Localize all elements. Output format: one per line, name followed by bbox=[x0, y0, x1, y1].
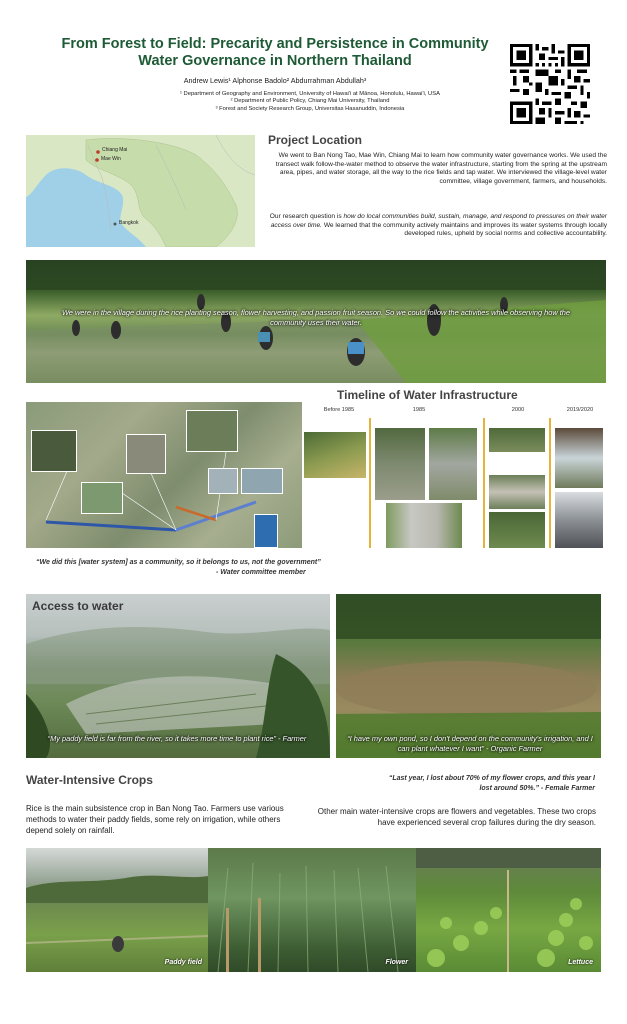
infra-photo-pipe bbox=[126, 434, 166, 474]
authors: Andrew Lewis¹ Alphonse Badolo² Abdurrahman Abdullah³ bbox=[183, 76, 367, 85]
qr-code[interactable] bbox=[510, 44, 590, 124]
access-heading: Access to water bbox=[32, 599, 124, 613]
banner-caption: We were in the village during the rice planting season, flower harvesting, and passion fruit season. So we could follow the activities while observing how the community uses their water. bbox=[61, 308, 571, 327]
timeline-photo-bamboo bbox=[304, 432, 366, 478]
title-line-2: Water Governance in Northern Thailand bbox=[138, 53, 412, 69]
timeline-divider-3 bbox=[549, 418, 551, 548]
map-label-bangkok: Bangkok bbox=[119, 220, 139, 226]
timeline-quote-text: “We did this [water system] as a community, so it belongs to us, not the government” bbox=[36, 559, 321, 566]
crops-right-body: Other main water-intensive crops are flowers and vegetables. These two crops have experienced several crop failures during the dry season. bbox=[317, 807, 596, 827]
infra-photo-building bbox=[186, 410, 238, 452]
poster-title bbox=[40, 36, 510, 70]
timeline-photo-1985-b bbox=[429, 428, 477, 500]
infra-photo-house bbox=[208, 468, 238, 494]
timeline-divider-2 bbox=[483, 418, 485, 548]
project-location-para-2 bbox=[262, 213, 607, 239]
infra-photo-spring bbox=[31, 430, 77, 472]
project-location-para-1: We went to Ban Nong Tao, Mae Win, Chiang Mai to learn how community water governance works. We used the transect walk follow-the-water method to observe the water infrastructure, starting from the spring at the upstream area, pipes, and water storage, all the way to the rice fields and tap water. We interviewed the village-level water committee, village government, farmers, and households. bbox=[275, 152, 607, 185]
crops-quote: “Last year, I lost about 70% of my flower crops, and this year I lost around 50%.” - Female Farmer bbox=[388, 775, 595, 792]
timeline-quote bbox=[36, 558, 366, 578]
timeline-photo-2000-c bbox=[489, 512, 545, 548]
timeline-label-2019-2020: 2019/2020 bbox=[566, 407, 594, 413]
crops-left-body: Rice is the main subsistence crop in Ban Nong Tao. Farmers use various methods to water their paddy fields, some rely on irrigation, while others depend solely on rainfall. bbox=[26, 804, 284, 835]
caption-flower: Flower bbox=[385, 959, 408, 966]
timeline-label-2000: 2000 bbox=[511, 407, 525, 413]
timeline-photo-2000-a bbox=[489, 428, 545, 452]
affiliation-3: ³ Forest and Society Research Group, Universitas Hasanuddin, Indonesia bbox=[215, 105, 405, 112]
research-question: how do local communities build, sustain, manage, and respond to pressures on their water access over time. bbox=[270, 213, 607, 229]
access-right-quote: “I have my own pond, so I don't depend on the community's irrigation, and I can plant whatever I want” - Organic Farmer bbox=[347, 734, 593, 753]
timeline-photo-2019-a bbox=[555, 428, 603, 488]
map-label-mae-win: Mae Win bbox=[101, 156, 121, 162]
access-left-quote: “My paddy field is far from the river, so it takes more time to plant rice” - Farmer bbox=[47, 734, 307, 743]
infra-photo-tank bbox=[81, 482, 123, 514]
affiliation-2: ² Department of Public Policy, Chiang Mai University, Thailand bbox=[230, 98, 390, 105]
pond-photo bbox=[336, 594, 601, 758]
timeline-label-1985: 1985 bbox=[412, 407, 426, 413]
infra-photo-station bbox=[241, 468, 283, 494]
map-label-chiang-mai: Chiang Mai bbox=[102, 147, 128, 153]
timeline-photo-1985-a bbox=[375, 428, 425, 500]
rice-planting-banner bbox=[26, 260, 606, 383]
para2-pre: Our research question is bbox=[269, 213, 344, 220]
infrastructure-aerial-map bbox=[26, 402, 302, 548]
title-line-1: From Forest to Field: Precarity and Persistence in Community bbox=[61, 36, 489, 52]
timeline-photo-2019-b bbox=[555, 492, 603, 548]
para2-post: We learned that the community actively maintains and improves its water systems through locally developed rules, upheld by social norms and collective accountability. bbox=[322, 221, 607, 238]
timeline-photo-2000-b bbox=[489, 475, 545, 509]
infra-photo-blue-tank bbox=[254, 514, 278, 548]
timeline-label-before-1985: Before 1985 bbox=[323, 407, 355, 413]
crops-heading: Water-Intensive Crops bbox=[26, 773, 153, 787]
affiliations bbox=[110, 91, 510, 113]
caption-lettuce: Lettuce bbox=[568, 959, 593, 966]
paddy-landscape-photo bbox=[26, 594, 330, 758]
timeline-divider-1 bbox=[369, 418, 371, 548]
flower-photo bbox=[208, 848, 416, 972]
location-map bbox=[26, 135, 255, 247]
paddy-field-photo bbox=[26, 848, 208, 972]
lettuce-photo bbox=[416, 848, 601, 972]
timeline-quote-attribution: - Water committee member bbox=[216, 569, 306, 576]
caption-paddy-field: Paddy field bbox=[164, 959, 202, 966]
affiliation-1: ¹ Department of Geography and Environment, University of Hawai'i at Mānoa, Honolulu, Hawai'i, USA bbox=[180, 91, 440, 97]
project-location-heading: Project Location bbox=[268, 133, 363, 147]
timeline-heading: Timeline of Water Infrastructure bbox=[337, 388, 518, 402]
timeline-photo-1985-c bbox=[386, 503, 462, 548]
